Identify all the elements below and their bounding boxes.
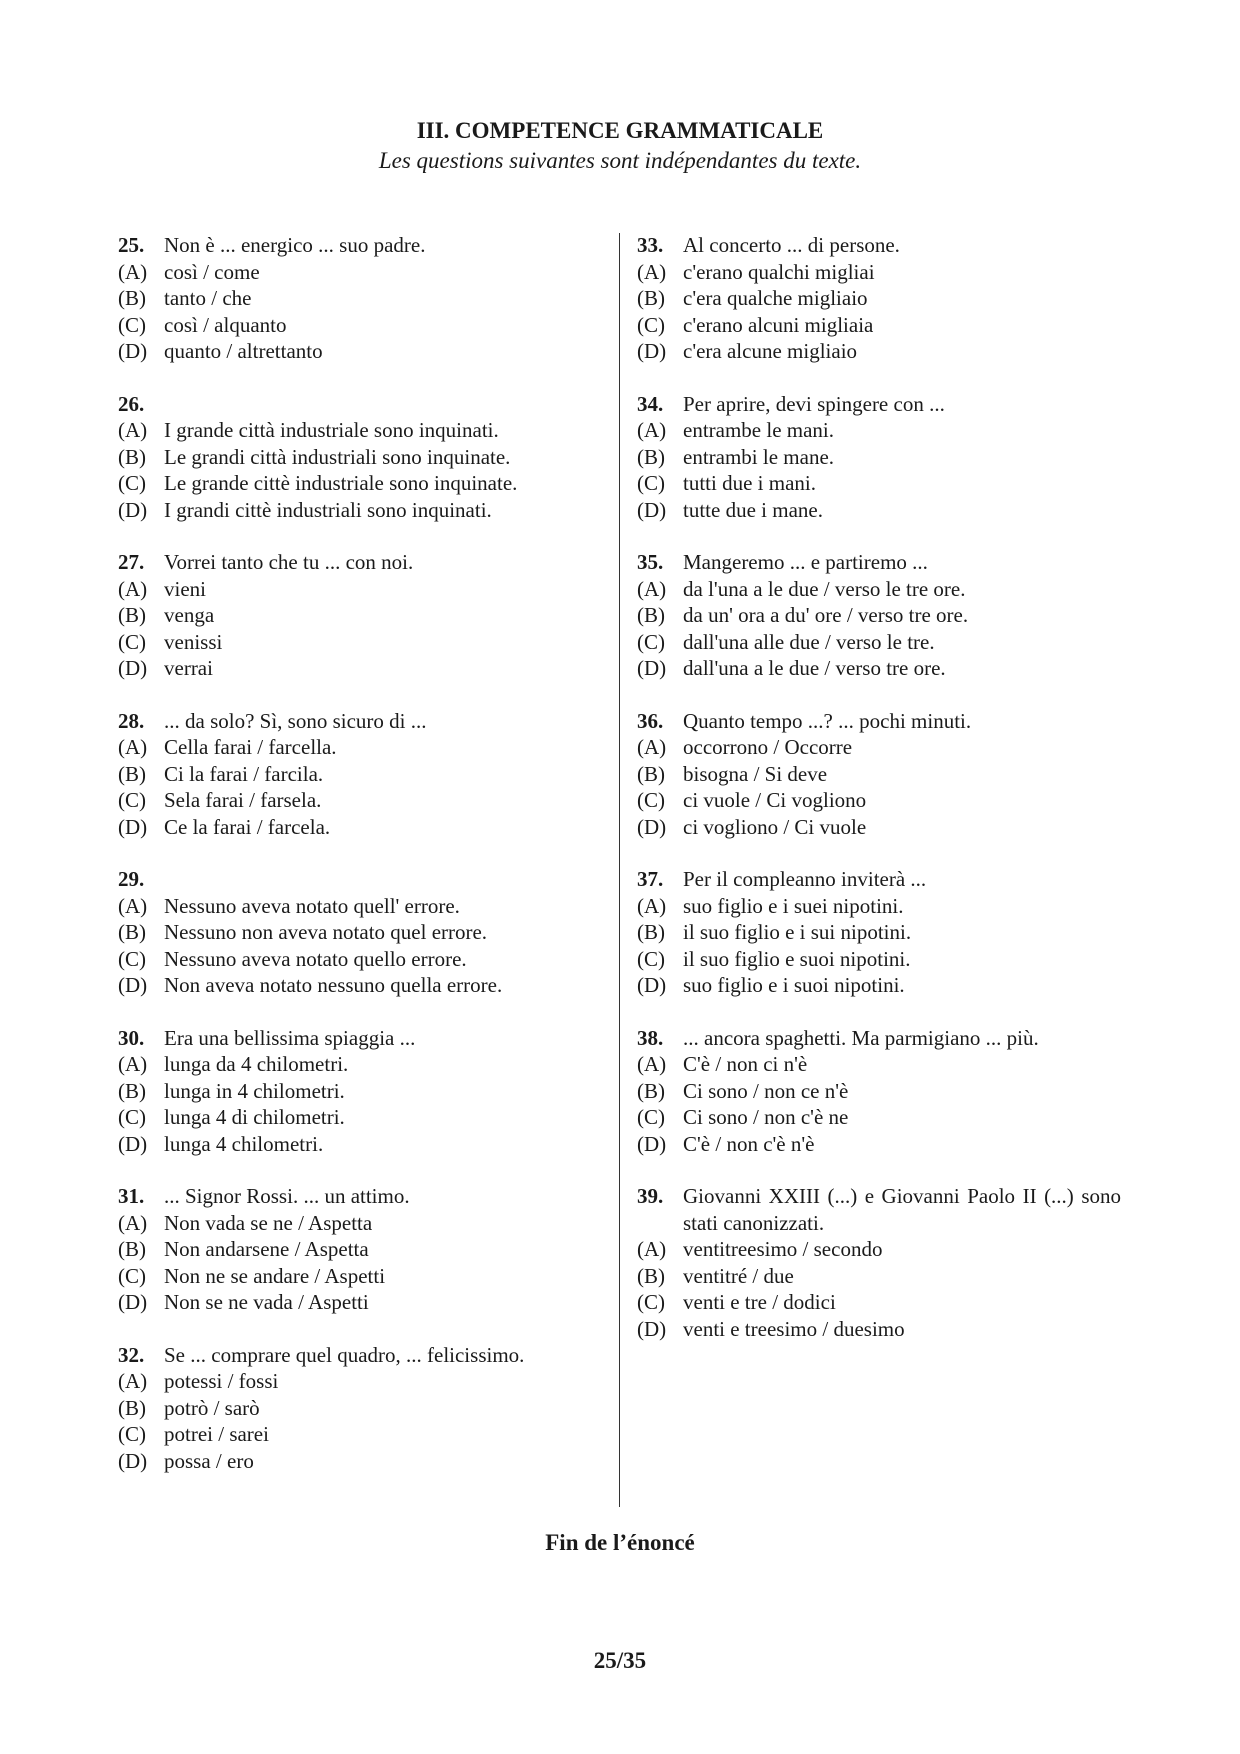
option-label: (A) bbox=[637, 1237, 667, 1261]
question-text: Mangeremo ... e partiremo ... bbox=[683, 550, 928, 574]
option-c bbox=[637, 946, 1121, 973]
option-c bbox=[637, 629, 1121, 656]
option-text: Non ne se andare / Aspetti bbox=[164, 1263, 386, 1288]
option-a bbox=[637, 259, 1121, 286]
option-a bbox=[637, 734, 1121, 761]
option-d bbox=[118, 497, 608, 524]
option-d bbox=[118, 655, 608, 682]
option-a bbox=[118, 734, 608, 761]
option-b bbox=[118, 1395, 608, 1422]
option-text: venga bbox=[164, 603, 215, 627]
section-title: III. COMPETENCE GRAMMATICALE bbox=[416, 118, 824, 143]
option-label: (D) bbox=[637, 656, 667, 680]
question-number: 36. bbox=[637, 708, 664, 733]
option-label: (A) bbox=[637, 1052, 667, 1076]
option-text: entrambi le mane. bbox=[683, 444, 835, 469]
question-text: Quanto tempo ...? ... pochi minuti. bbox=[683, 708, 972, 733]
option-label: (C) bbox=[637, 471, 665, 495]
question-29 bbox=[118, 866, 608, 999]
question-text: Per il compleanno inviterà ... bbox=[683, 867, 927, 891]
question-text: Al concerto ... di persone. bbox=[683, 233, 900, 257]
question-stem bbox=[118, 866, 608, 893]
option-label: (D) bbox=[118, 1290, 148, 1314]
option-label: (B) bbox=[118, 1395, 146, 1420]
option-a bbox=[118, 893, 608, 920]
option-text: così / come bbox=[164, 259, 260, 284]
question-text: Per aprire, devi spingere con ... bbox=[683, 391, 945, 416]
option-a bbox=[637, 1236, 1121, 1263]
option-label: (D) bbox=[118, 656, 148, 680]
option-text: Ci la farai / farcila. bbox=[164, 761, 324, 786]
question-stem bbox=[118, 391, 608, 418]
option-text: c'erano alcuni migliaia bbox=[683, 312, 874, 337]
question-stem bbox=[637, 549, 1121, 576]
question-text: ... Signor Rossi. ... un attimo. bbox=[164, 1184, 410, 1208]
question-number: 27. bbox=[118, 550, 145, 574]
question-30 bbox=[118, 1025, 608, 1158]
question-stem bbox=[637, 1183, 1121, 1236]
option-label: (D) bbox=[118, 973, 148, 997]
option-text: lunga in 4 chilometri. bbox=[164, 1078, 345, 1103]
option-label: (D) bbox=[637, 814, 667, 839]
option-c bbox=[118, 629, 608, 656]
option-label: (C) bbox=[118, 788, 146, 812]
option-label: (B) bbox=[118, 1078, 146, 1103]
option-label: (B) bbox=[637, 286, 665, 310]
option-text: Nessuno non aveva notato quel errore. bbox=[164, 920, 488, 944]
question-39 bbox=[637, 1183, 1121, 1342]
option-a bbox=[118, 259, 608, 286]
option-label: (D) bbox=[118, 339, 148, 363]
option-c bbox=[118, 470, 608, 497]
option-text: entrambe le mani. bbox=[683, 418, 835, 442]
option-label: (D) bbox=[637, 1316, 667, 1341]
question-stem bbox=[637, 391, 1121, 418]
option-label: (C) bbox=[118, 471, 146, 495]
question-text: Giovanni XXIII (...) e Giovanni Paolo II (...) sono stati canonizzati. bbox=[683, 1184, 1121, 1235]
option-label: (C) bbox=[118, 1263, 146, 1288]
option-label: (C) bbox=[118, 629, 146, 654]
option-label: (A) bbox=[118, 259, 148, 284]
option-label: (B) bbox=[637, 920, 665, 944]
option-text: dall'una alle due / verso le tre. bbox=[683, 629, 935, 654]
option-label: (B) bbox=[118, 920, 146, 944]
right-column bbox=[637, 232, 1121, 1368]
option-a bbox=[118, 1210, 608, 1237]
option-a bbox=[118, 417, 608, 444]
option-d bbox=[637, 497, 1121, 524]
option-label: (C) bbox=[118, 946, 146, 971]
option-label: (C) bbox=[637, 629, 665, 654]
option-label: (C) bbox=[637, 1105, 665, 1129]
question-text: Era una bellissima spiaggia ... bbox=[164, 1025, 416, 1050]
option-c bbox=[118, 1263, 608, 1290]
option-label: (A) bbox=[637, 418, 667, 442]
option-text: I grande città industriale sono inquinati. bbox=[164, 418, 499, 442]
option-d bbox=[118, 1131, 608, 1158]
option-text: tanto / che bbox=[164, 286, 252, 310]
option-text: Le grandi città industriali sono inquinate. bbox=[164, 444, 511, 469]
question-text: ... ancora spaghetti. Ma parmigiano ... più. bbox=[683, 1025, 1039, 1050]
option-label: (A) bbox=[118, 735, 148, 759]
option-c bbox=[118, 787, 608, 814]
option-label: (A) bbox=[118, 893, 148, 918]
option-d bbox=[637, 338, 1121, 365]
question-text bbox=[164, 866, 608, 893]
option-text: suo figlio e i suoi nipotini. bbox=[683, 973, 905, 997]
option-b bbox=[637, 1078, 1121, 1105]
option-b bbox=[637, 285, 1121, 312]
option-label: (C) bbox=[637, 312, 665, 337]
option-label: (B) bbox=[637, 603, 665, 627]
option-text: Ci sono / non c'è ne bbox=[683, 1105, 849, 1129]
option-text: venti e treesimo / duesimo bbox=[683, 1316, 905, 1341]
question-stem bbox=[118, 549, 608, 576]
option-text: Nessuno aveva notato quello errore. bbox=[164, 946, 467, 971]
option-label: (A) bbox=[637, 259, 667, 284]
option-label: (C) bbox=[637, 788, 665, 812]
option-text: Non aveva notato nessuno quella errore. bbox=[164, 973, 503, 997]
question-32 bbox=[118, 1342, 608, 1475]
option-label: (C) bbox=[118, 1105, 146, 1129]
option-label: (C) bbox=[637, 1290, 665, 1314]
option-b bbox=[637, 761, 1121, 788]
option-label: (B) bbox=[118, 603, 146, 627]
option-label: (D) bbox=[118, 814, 148, 839]
option-d bbox=[118, 972, 608, 999]
option-label: (D) bbox=[637, 973, 667, 997]
option-label: (D) bbox=[118, 1131, 148, 1156]
question-number: 34. bbox=[637, 391, 664, 416]
option-b bbox=[118, 1078, 608, 1105]
option-text: c'era alcune migliaio bbox=[683, 339, 858, 363]
question-stem bbox=[118, 1342, 608, 1369]
option-c bbox=[637, 1104, 1121, 1131]
question-stem bbox=[637, 866, 1121, 893]
option-text: c'era qualche migliaio bbox=[683, 286, 868, 310]
option-b bbox=[118, 285, 608, 312]
option-text: C'è / non c'è n'è bbox=[683, 1131, 815, 1156]
question-27 bbox=[118, 549, 608, 682]
option-text: Nessuno aveva notato quell' errore. bbox=[164, 893, 460, 918]
option-label: (B) bbox=[118, 444, 146, 469]
left-column bbox=[118, 232, 608, 1500]
option-label: (B) bbox=[637, 1263, 665, 1288]
question-number: 29. bbox=[118, 867, 145, 891]
option-text: lunga 4 chilometri. bbox=[164, 1131, 324, 1156]
option-text: Le grande cittè industriale sono inquinate. bbox=[164, 471, 518, 495]
option-text: potessi / fossi bbox=[164, 1369, 279, 1393]
option-b bbox=[637, 602, 1121, 629]
option-d bbox=[118, 1448, 608, 1475]
option-c bbox=[637, 312, 1121, 339]
option-b bbox=[118, 602, 608, 629]
option-text: C'è / non ci n'è bbox=[683, 1052, 808, 1076]
option-text: ci vuole / Ci vogliono bbox=[683, 788, 867, 812]
question-number: 26. bbox=[118, 391, 145, 416]
option-text: vieni bbox=[164, 576, 206, 601]
option-label: (D) bbox=[637, 497, 667, 522]
option-text: possa / ero bbox=[164, 1448, 254, 1473]
option-label: (A) bbox=[118, 576, 148, 601]
option-c bbox=[637, 1289, 1121, 1316]
question-text bbox=[164, 391, 608, 418]
question-number: 28. bbox=[118, 708, 145, 733]
option-b bbox=[118, 1236, 608, 1263]
option-text: venissi bbox=[164, 629, 223, 654]
question-number: 32. bbox=[118, 1342, 145, 1367]
question-28 bbox=[118, 708, 608, 841]
option-text: potrò / sarò bbox=[164, 1395, 260, 1420]
option-text: verrai bbox=[164, 656, 213, 680]
option-text: I grandi cittè industriali sono inquinati. bbox=[164, 497, 492, 522]
section-header bbox=[0, 116, 1240, 176]
option-label: (B) bbox=[637, 1078, 665, 1103]
question-25 bbox=[118, 232, 608, 365]
option-b bbox=[118, 761, 608, 788]
option-label: (B) bbox=[118, 286, 146, 310]
option-text: il suo figlio e i sui nipotini. bbox=[683, 920, 912, 944]
option-text: occorrono / Occorre bbox=[683, 735, 853, 759]
question-number: 39. bbox=[637, 1184, 664, 1208]
option-c bbox=[637, 470, 1121, 497]
option-b bbox=[118, 919, 608, 946]
question-34 bbox=[637, 391, 1121, 524]
option-label: (B) bbox=[118, 761, 146, 786]
question-stem bbox=[118, 232, 608, 259]
option-label: (A) bbox=[118, 1052, 148, 1076]
option-text: quanto / altrettanto bbox=[164, 339, 323, 363]
option-c bbox=[118, 1421, 608, 1448]
question-text: ... da solo? Sì, sono sicuro di ... bbox=[164, 708, 427, 733]
option-text: c'erano qualchi migliai bbox=[683, 259, 875, 284]
option-label: (B) bbox=[118, 1237, 146, 1261]
option-label: (C) bbox=[118, 312, 146, 337]
option-label: (A) bbox=[637, 576, 667, 601]
option-label: (A) bbox=[118, 418, 148, 442]
option-a bbox=[637, 576, 1121, 603]
option-d bbox=[637, 814, 1121, 841]
section-subtitle: Les questions suivantes sont indépendantes du texte. bbox=[378, 148, 862, 173]
question-number: 33. bbox=[637, 233, 664, 257]
option-label: (D) bbox=[118, 497, 148, 522]
option-text: Ci sono / non ce n'è bbox=[683, 1078, 849, 1103]
end-of-statement: Fin de l’énoncé bbox=[545, 1530, 695, 1555]
option-text: il suo figlio e suoi nipotini. bbox=[683, 946, 911, 971]
option-d bbox=[637, 1131, 1121, 1158]
option-text: ventitreesimo / secondo bbox=[683, 1237, 883, 1261]
option-label: (A) bbox=[637, 735, 667, 759]
option-text: Sela farai / farsela. bbox=[164, 788, 322, 812]
option-text: ventitré / due bbox=[683, 1263, 794, 1288]
option-d bbox=[637, 1316, 1121, 1343]
option-text: lunga 4 di chilometri. bbox=[164, 1105, 345, 1129]
question-stem bbox=[637, 708, 1121, 735]
option-text: tutte due i mane. bbox=[683, 497, 823, 522]
option-d bbox=[118, 1289, 608, 1316]
option-label: (B) bbox=[637, 761, 665, 786]
option-label: (B) bbox=[637, 444, 665, 469]
question-31 bbox=[118, 1183, 608, 1316]
question-text: Se ... comprare quel quadro, ... felicissimo. bbox=[164, 1342, 525, 1367]
question-number: 35. bbox=[637, 550, 664, 574]
option-label: (C) bbox=[118, 1422, 146, 1446]
option-text: tutti due i mani. bbox=[683, 471, 816, 495]
option-text: suo figlio e i suei nipotini. bbox=[683, 893, 904, 918]
option-d bbox=[118, 814, 608, 841]
option-label: (C) bbox=[637, 946, 665, 971]
question-26 bbox=[118, 391, 608, 524]
option-d bbox=[637, 655, 1121, 682]
option-text: Non vada se ne / Aspetta bbox=[164, 1210, 373, 1235]
question-36 bbox=[637, 708, 1121, 841]
option-label: (D) bbox=[637, 1131, 667, 1156]
question-number: 25. bbox=[118, 233, 145, 257]
question-stem bbox=[637, 232, 1121, 259]
option-text: lunga da 4 chilometri. bbox=[164, 1052, 349, 1076]
question-number: 30. bbox=[118, 1025, 145, 1050]
option-a bbox=[118, 576, 608, 603]
option-b bbox=[637, 919, 1121, 946]
question-number: 37. bbox=[637, 867, 664, 891]
option-a bbox=[118, 1368, 608, 1395]
option-label: (A) bbox=[118, 1210, 148, 1235]
option-text: da l'una a le due / verso le tre ore. bbox=[683, 576, 966, 601]
option-text: Non andarsene / Aspetta bbox=[164, 1237, 369, 1261]
question-37 bbox=[637, 866, 1121, 999]
question-text: Vorrei tanto che tu ... con noi. bbox=[164, 550, 414, 574]
option-c bbox=[637, 787, 1121, 814]
option-text: così / alquanto bbox=[164, 312, 287, 337]
option-c bbox=[118, 1104, 608, 1131]
option-c bbox=[118, 312, 608, 339]
question-33 bbox=[637, 232, 1121, 365]
question-35 bbox=[637, 549, 1121, 682]
option-text: Non se ne vada / Aspetti bbox=[164, 1290, 369, 1314]
option-a bbox=[637, 1051, 1121, 1078]
question-38 bbox=[637, 1025, 1121, 1158]
option-text: ci vogliono / Ci vuole bbox=[683, 814, 867, 839]
option-label: (D) bbox=[118, 1448, 148, 1473]
option-text: Ce la farai / farcela. bbox=[164, 814, 331, 839]
option-text: venti e tre / dodici bbox=[683, 1290, 836, 1314]
option-c bbox=[118, 946, 608, 973]
option-a bbox=[637, 417, 1121, 444]
option-d bbox=[637, 972, 1121, 999]
option-label: (D) bbox=[637, 339, 667, 363]
option-b bbox=[637, 1263, 1121, 1290]
option-text: potrei / sarei bbox=[164, 1422, 269, 1446]
option-b bbox=[118, 444, 608, 471]
option-text: da un' ora a du' ore / verso tre ore. bbox=[683, 603, 969, 627]
option-text: bisogna / Si deve bbox=[683, 761, 828, 786]
question-text: Non è ... energico ... suo padre. bbox=[164, 233, 426, 257]
option-a bbox=[118, 1051, 608, 1078]
question-stem bbox=[637, 1025, 1121, 1052]
option-label: (A) bbox=[118, 1369, 148, 1393]
option-a bbox=[637, 893, 1121, 920]
column-divider bbox=[619, 233, 620, 1507]
question-stem bbox=[118, 708, 608, 735]
option-b bbox=[637, 444, 1121, 471]
option-text: dall'una a le due / verso tre ore. bbox=[683, 656, 946, 680]
option-text: Cella farai / farcella. bbox=[164, 735, 337, 759]
option-d bbox=[118, 338, 608, 365]
question-number: 31. bbox=[118, 1184, 145, 1208]
question-stem bbox=[118, 1183, 608, 1210]
option-label: (A) bbox=[637, 893, 667, 918]
page-number: 25/35 bbox=[593, 1648, 647, 1673]
question-stem bbox=[118, 1025, 608, 1052]
question-number: 38. bbox=[637, 1025, 664, 1050]
